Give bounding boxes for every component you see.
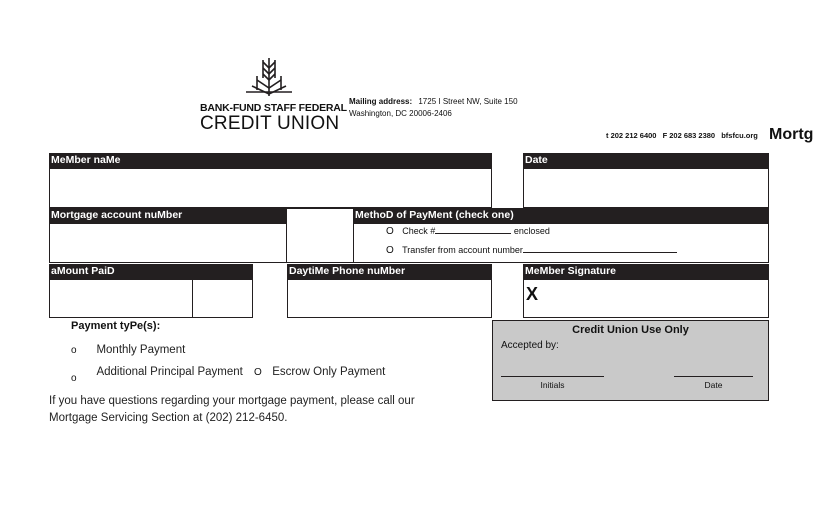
address-street: 1725 I Street NW, Suite 150 [418, 97, 518, 106]
daytime-phone-header: DaytiMe Phone nuMber [287, 264, 492, 279]
mortgage-account-header: Mortgage account nuMber [49, 208, 287, 223]
date-field[interactable] [523, 168, 769, 208]
date-header: Date [523, 153, 769, 168]
form-title: Mortg [769, 126, 814, 143]
footer-line-2: Mortgage Servicing Section at (202) 212-6450. [49, 412, 288, 424]
cu-use-title: Credit Union Use Only [572, 324, 689, 336]
initials-line[interactable] [501, 376, 604, 377]
additional-radio-icon[interactable]: o [71, 373, 77, 384]
daytime-phone-field[interactable] [287, 279, 492, 318]
cu-use-box [492, 320, 769, 401]
address-city: Washington, DC 20006-2406 [349, 109, 452, 118]
signature-mark: X [526, 284, 539, 304]
check-suffix: enclosed [513, 226, 550, 236]
method-header: MethoD of PayMent (check one) [353, 208, 769, 223]
check-option[interactable] [386, 224, 550, 237]
blank-cell [286, 208, 354, 263]
logo-line1: BANK-FUND STAFF FEDERAL [200, 102, 347, 114]
check-number-line[interactable] [435, 224, 511, 234]
escrow-radio-icon[interactable]: O [254, 367, 262, 378]
amount-paid-cents-field[interactable] [192, 279, 253, 318]
member-signature-header: MeMber Signature [523, 264, 769, 279]
check-radio-icon[interactable]: O [386, 226, 394, 237]
monthly-label: Monthly Payment [96, 344, 186, 356]
mortgage-account-field[interactable] [49, 223, 287, 263]
address-label: Mailing address: [349, 97, 413, 106]
member-signature-field[interactable] [523, 279, 769, 318]
escrow-option[interactable] [254, 362, 385, 380]
member-name-header: MeMber naMe [49, 153, 492, 168]
transfer-option[interactable] [386, 243, 677, 256]
logo-mark-icon [244, 56, 294, 98]
contact-web: bfsfcu.org [721, 131, 758, 140]
monthly-radio-icon[interactable]: o [71, 345, 77, 356]
contact-fax: F 202 683 2380 [662, 131, 716, 140]
member-name-field[interactable] [49, 168, 492, 208]
logo [200, 56, 347, 134]
cu-date-label: Date [704, 380, 723, 390]
contact-phone: t 202 212 6400 [606, 131, 657, 140]
transfer-account-line[interactable] [523, 243, 677, 253]
additional-label: Additional Principal Payment [96, 366, 243, 378]
contact-line [606, 131, 758, 140]
footer-line-1: If you have questions regarding your mortgage payment, please call our [49, 395, 415, 407]
accepted-by-label: Accepted by: [501, 340, 559, 351]
mailing-address [349, 97, 518, 106]
amount-paid-field[interactable] [49, 279, 193, 318]
payment-type-label: Payment tyPe(s): [71, 320, 161, 332]
transfer-radio-icon[interactable]: O [386, 245, 394, 256]
initials-label: Initials [540, 380, 565, 390]
cu-date-line[interactable] [674, 376, 753, 377]
check-label: Check # [402, 226, 436, 236]
amount-paid-header: aMount PaiD [49, 264, 253, 279]
monthly-payment-option[interactable] [71, 340, 185, 358]
escrow-label: Escrow Only Payment [272, 366, 386, 378]
transfer-label: Transfer from account number [402, 245, 523, 255]
logo-line2: CREDIT UNION [200, 113, 340, 134]
additional-principal-option[interactable] [71, 362, 243, 384]
